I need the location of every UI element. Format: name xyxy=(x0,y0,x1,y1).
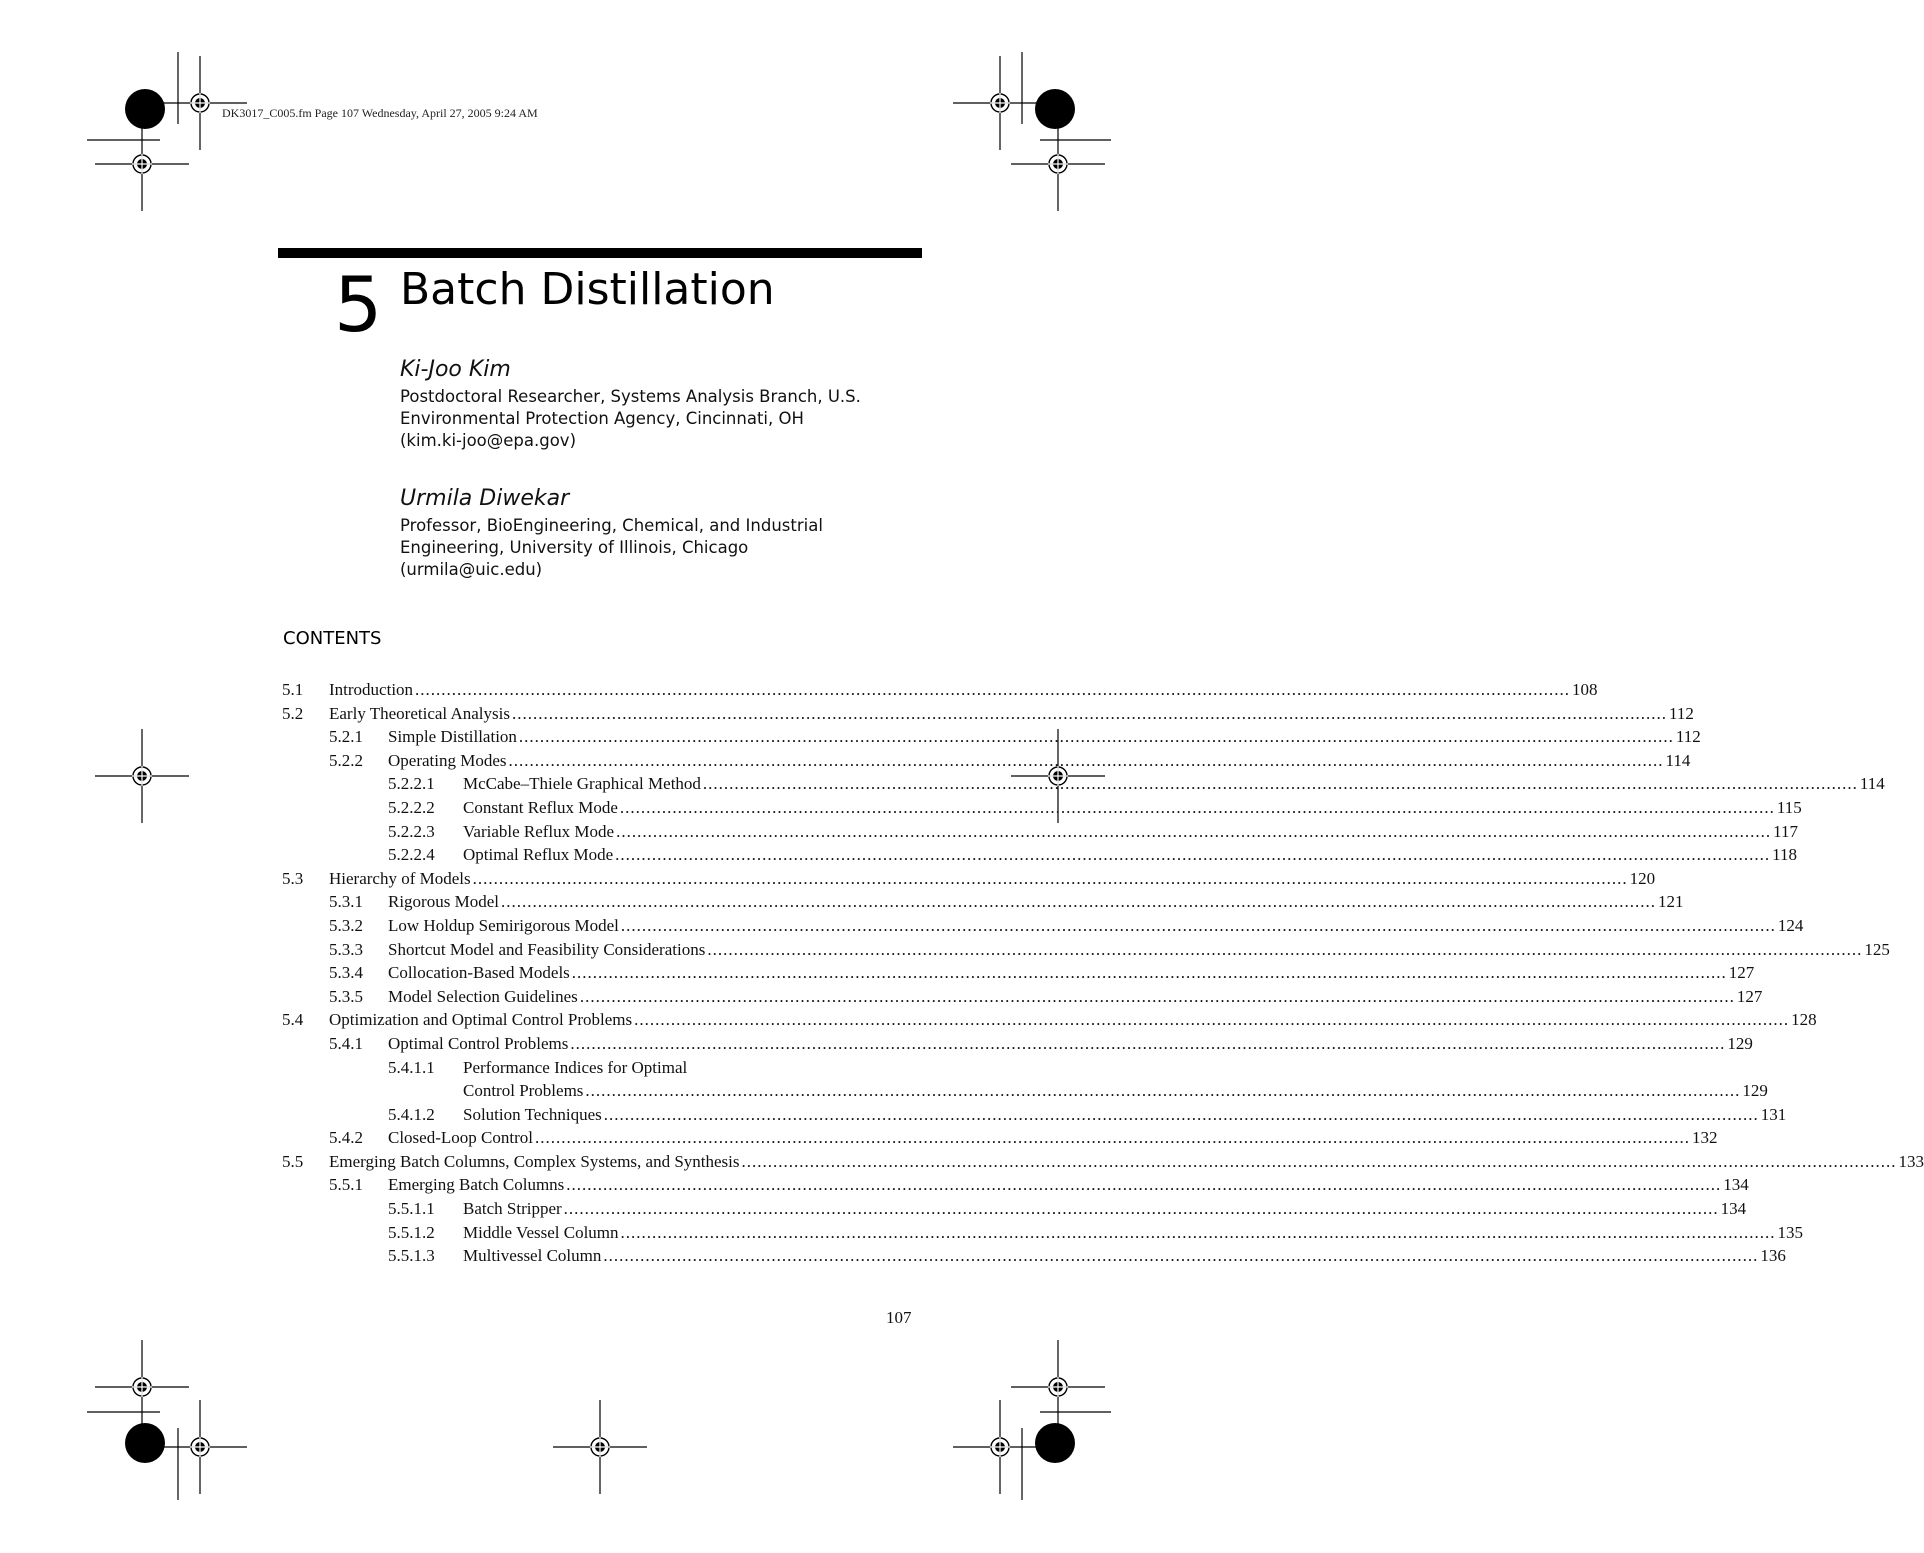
author-name: Urmila Diwekar xyxy=(400,486,570,511)
toc-entry-number: 5.5.1.1 xyxy=(388,1199,435,1219)
toc-entry-title-line xyxy=(463,1103,1787,1127)
print-slug-line: DK3017_C005.fm Page 107 Wednesday, April 27, 2005 9:24 AM xyxy=(222,106,538,120)
chapter-number: 5 xyxy=(334,260,383,349)
toc-dot-leader: ............................................................................................................................................................................................................................ xyxy=(570,1033,1726,1053)
author-affiliation-line: Postdoctoral Researcher, Systems Analysis Branch, U.S. xyxy=(400,387,861,406)
toc-dot-leader: ............................................................................................................................................................................................................................ xyxy=(615,845,1771,865)
toc-entry-number: 5.5.1.3 xyxy=(388,1246,435,1266)
toc-dot-leader: ............................................................................................................................................................................................................................ xyxy=(634,1010,1790,1030)
toc-dot-leader: ............................................................................................................................................................................................................................ xyxy=(415,680,1571,699)
toc-entry-page: 124 xyxy=(1777,915,1804,935)
toc-entry-title: Low Holdup Semirigorous Model xyxy=(388,915,619,935)
toc-entry-title: Optimization and Optimal Control Problems xyxy=(329,1010,633,1030)
toc-entry-number: 5.2.2.3 xyxy=(388,821,435,841)
toc-entry-page: 133 xyxy=(1898,1151,1924,1171)
toc-entry-number: 5.4.1.2 xyxy=(388,1104,435,1124)
toc-entry-title: Emerging Batch Columns, Complex Systems, and Synthesis xyxy=(329,1151,740,1171)
toc-entry-title: Constant Reflux Mode xyxy=(463,797,618,817)
toc-entry-number: 5.4.1 xyxy=(329,1033,363,1053)
toc-entry-title: Emerging Batch Columns xyxy=(388,1175,565,1195)
toc-entry-title-line xyxy=(329,678,1598,702)
toc-entry-title: Batch Stripper xyxy=(463,1199,562,1219)
toc-entry-title: Solution Techniques xyxy=(463,1104,602,1124)
toc-entry-title: Optimal Reflux Mode xyxy=(463,845,614,865)
toc-entry-title: Introduction xyxy=(329,680,414,699)
toc-entry-number: 5.3 xyxy=(282,868,304,888)
toc-entry-title-line xyxy=(329,867,1656,891)
toc-entry-page: 117 xyxy=(1773,821,1798,841)
toc-entry xyxy=(282,890,1684,914)
toc-entry-number: 5.5.1 xyxy=(329,1175,363,1195)
toc-entry-title: Control Problems xyxy=(463,1081,584,1101)
toc-entry-page: 112 xyxy=(1675,727,1701,747)
author-affiliation-line: Environmental Protection Agency, Cincinnati, OH xyxy=(400,409,804,428)
toc-entry-number: 5.2 xyxy=(282,703,304,723)
toc-entry-page: 134 xyxy=(1720,1199,1747,1219)
author-name: Ki-Joo Kim xyxy=(400,357,511,382)
toc-dot-leader: ............................................................................................................................................................................................................................ xyxy=(603,1104,1759,1124)
toc-entry-title-line xyxy=(388,749,1691,773)
toc-entry-title: Rigorous Model xyxy=(388,892,499,912)
toc-entry-page: 132 xyxy=(1691,1128,1718,1148)
toc-entry xyxy=(282,867,1656,891)
author-affiliation-line: Professor, BioEngineering, Chemical, and Industrial xyxy=(400,516,823,535)
toc-entry xyxy=(282,1032,1753,1056)
toc-entry-page: 125 xyxy=(1864,939,1890,959)
toc-dot-leader: ............................................................................................................................................................................................................................ xyxy=(518,727,1674,747)
toc-entry-number: 5.1 xyxy=(282,680,304,699)
chapter-title: Batch Distillation xyxy=(400,264,775,315)
toc-entry-title: Operating Modes xyxy=(388,750,507,770)
toc-entry-number: 5.4.1.1 xyxy=(388,1057,435,1077)
toc-entry-title-line xyxy=(388,1126,1718,1150)
toc-entry-page: 129 xyxy=(1727,1033,1753,1053)
toc-entry-number: 5.2.1 xyxy=(329,727,363,747)
toc-entry-number: 5.3.2 xyxy=(329,915,363,935)
toc-entry xyxy=(282,938,1890,962)
toc-entry xyxy=(282,1197,1747,1221)
toc-entry-title: Multivessel Column xyxy=(463,1246,602,1266)
toc-entry-title: Shortcut Model and Feasibility Considerations xyxy=(388,939,706,959)
registration-dot-icon xyxy=(125,89,165,129)
toc-dot-leader: ............................................................................................................................................................................................................................ xyxy=(620,1222,1776,1242)
toc-dot-leader: ............................................................................................................................................................................................................................ xyxy=(508,750,1664,770)
toc-entry xyxy=(282,725,1701,749)
toc-dot-leader: ............................................................................................................................................................................................................................ xyxy=(619,797,1775,817)
page-number: 107 xyxy=(886,1308,912,1327)
toc-entry-title-line xyxy=(329,1150,1924,1174)
toc-entry xyxy=(282,914,1804,938)
toc-entry-number: 5.3.3 xyxy=(329,939,363,959)
toc-dot-leader: ............................................................................................................................................................................................................................ xyxy=(579,986,1735,1006)
toc-entry-number: 5.2.2.4 xyxy=(388,845,435,865)
toc-entry-number: 5.5 xyxy=(282,1151,304,1171)
toc-entry-page: 112 xyxy=(1668,703,1694,723)
toc-dot-leader: ............................................................................................................................................................................................................................ xyxy=(616,821,1772,841)
toc-entry-number: 5.2.2.2 xyxy=(388,797,435,817)
toc-entry-page: 128 xyxy=(1791,1010,1817,1030)
toc-dot-leader: ............................................................................................................................................................................................................................ xyxy=(511,703,1667,723)
toc-entry-number: 5.2.2 xyxy=(329,750,363,770)
registration-dot-icon xyxy=(125,1423,165,1463)
toc-entry-number: 5.3.5 xyxy=(329,986,363,1006)
toc-entry-page: 118 xyxy=(1772,845,1798,865)
toc-entry xyxy=(282,702,1694,726)
toc-entry-title-line xyxy=(388,1032,1753,1056)
toc-entry xyxy=(282,820,1798,844)
toc-entry-title: Simple Distillation xyxy=(388,727,517,747)
toc-entry-title-line xyxy=(463,1244,1786,1268)
toc-entry xyxy=(282,796,1802,820)
author-block xyxy=(400,356,920,452)
toc-entry xyxy=(282,1079,1768,1103)
registration-dot-icon xyxy=(1035,89,1075,129)
toc-dot-leader: ............................................................................................................................................................................................................................ xyxy=(702,774,1858,794)
toc-entry-title-line xyxy=(388,914,1804,938)
toc-entry xyxy=(282,985,1763,1009)
toc-entry-number: 5.3.1 xyxy=(329,892,363,912)
toc-entry-title: Early Theoretical Analysis xyxy=(329,703,510,723)
toc-entry xyxy=(282,749,1691,773)
toc-entry-page: 135 xyxy=(1777,1222,1804,1242)
toc-entry-title-line xyxy=(388,890,1684,914)
toc-entry-number: 5.4 xyxy=(282,1010,304,1030)
toc-entry xyxy=(282,1126,1718,1150)
toc-entry-title-line xyxy=(463,1221,1804,1245)
toc-dot-leader: ............................................................................................................................................................................................................................ xyxy=(585,1081,1741,1101)
toc-dot-leader: ............................................................................................................................................................................................................................ xyxy=(563,1199,1719,1219)
toc-entry-title: Performance Indices for Optimal xyxy=(463,1057,688,1077)
toc-entry-title-line xyxy=(388,725,1701,749)
toc-entry-title-line xyxy=(388,938,1890,962)
contents-heading: CONTENTS xyxy=(283,628,382,649)
toc-entry-title-line xyxy=(463,772,1885,796)
toc-entry-page: 115 xyxy=(1776,797,1802,817)
toc-entry xyxy=(282,843,1798,867)
toc-dot-leader: ............................................................................................................................................................................................................................ xyxy=(500,892,1656,912)
toc-entry-title: Optimal Control Problems xyxy=(388,1033,569,1053)
toc-entry-page: 127 xyxy=(1728,963,1755,983)
toc-dot-leader: ............................................................................................................................................................................................................................ xyxy=(741,1151,1897,1171)
toc-entry-title-line xyxy=(388,961,1755,985)
toc-dot-leader: ............................................................................................................................................................................................................................ xyxy=(472,868,1628,888)
toc-entry-title: Variable Reflux Mode xyxy=(463,821,615,841)
toc-entry-number: 5.4.2 xyxy=(329,1128,363,1148)
toc-entry-page: 131 xyxy=(1760,1104,1787,1124)
toc-entry-page: 108 xyxy=(1572,680,1598,699)
toc-entry xyxy=(282,1244,1786,1268)
toc-entry xyxy=(282,1173,1749,1197)
toc-entry-title-line xyxy=(329,1008,1817,1032)
toc-entry-title-line xyxy=(463,1197,1747,1221)
toc-entry-title-line xyxy=(388,1173,1749,1197)
toc-entry-title: Hierarchy of Models xyxy=(329,868,471,888)
author-email: (kim.ki-joo@epa.gov) xyxy=(400,431,577,450)
toc-entry xyxy=(282,678,1598,702)
toc-entry-number: 5.5.1.2 xyxy=(388,1222,435,1242)
toc-entry-title-line xyxy=(388,985,1763,1009)
toc-entry-title-line xyxy=(463,843,1798,867)
toc-dot-leader: ............................................................................................................................................................................................................................ xyxy=(566,1175,1722,1195)
toc-entry-title: Middle Vessel Column xyxy=(463,1222,619,1242)
toc-entry-title: Closed-Loop Control xyxy=(388,1128,533,1148)
toc-dot-leader: ............................................................................................................................................................................................................................ xyxy=(603,1246,1759,1266)
toc-entry-title-line xyxy=(463,1056,918,1080)
toc-entry-page: 120 xyxy=(1629,868,1656,888)
toc-entry-number: 5.2.2.1 xyxy=(388,774,435,794)
toc-entry xyxy=(282,1008,1817,1032)
toc-entry-title: McCabe–Thiele Graphical Method xyxy=(463,774,701,794)
toc-entry-page: 114 xyxy=(1665,750,1691,770)
toc-entry xyxy=(282,1221,1804,1245)
toc-entry-page: 136 xyxy=(1760,1246,1786,1266)
toc-entry-title: Collocation-Based Models xyxy=(388,963,570,983)
toc-entry xyxy=(282,1150,1924,1174)
author-email: (urmila@uic.edu) xyxy=(400,560,543,579)
toc-entry xyxy=(282,772,1885,796)
toc-dot-leader: ............................................................................................................................................................................................................................ xyxy=(707,939,1863,959)
author-affiliation-line: Engineering, University of Illinois, Chicago xyxy=(400,538,749,557)
toc-dot-leader: ............................................................................................................................................................................................................................ xyxy=(571,963,1727,983)
author-block xyxy=(400,485,920,581)
toc-entry-title-line xyxy=(463,796,1802,820)
toc-entry xyxy=(282,961,1755,985)
toc-entry-page: 114 xyxy=(1859,774,1885,794)
chapter-rule xyxy=(278,248,922,258)
toc-entry-page: 134 xyxy=(1723,1175,1749,1195)
toc-entry-page: 121 xyxy=(1657,892,1684,912)
toc-dot-leader: ............................................................................................................................................................................................................................ xyxy=(534,1128,1690,1148)
toc-entry-number: 5.3.4 xyxy=(329,963,363,983)
table-of-contents xyxy=(282,678,1924,1268)
toc-entry xyxy=(282,1056,918,1080)
toc-entry-page: 129 xyxy=(1742,1081,1768,1101)
toc-dot-leader: ............................................................................................................................................................................................................................ xyxy=(620,915,1776,935)
toc-entry-title-line xyxy=(463,1079,1768,1103)
registration-dot-icon xyxy=(1035,1423,1075,1463)
toc-entry-title: Model Selection Guidelines xyxy=(388,986,578,1006)
toc-entry-page: 127 xyxy=(1736,986,1763,1006)
toc-entry xyxy=(282,1103,1787,1127)
toc-entry-title-line xyxy=(329,702,1694,726)
toc-entry-title-line xyxy=(463,820,1798,844)
